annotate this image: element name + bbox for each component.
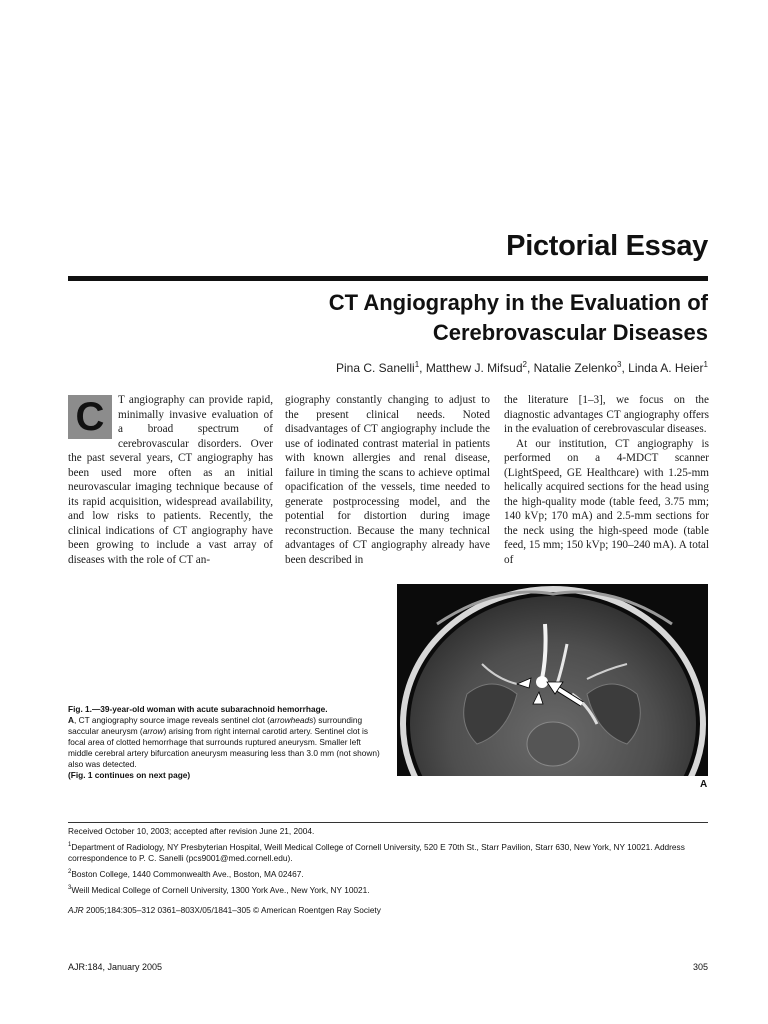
footnote-text: Boston College, 1440 Commonwealth Ave., Boston, MA 02467. [71, 868, 304, 879]
page-footer [68, 962, 708, 972]
caption-fragment: ) arising from right internal carotid artery. Sentinel clot is focal area of clotted hemorrhage that surrounds ruptured aneurysm. Smaller left middle cerebral artery bifurcation aneurysm measuring less than 3.0 mm (not shown) also was detected. [68, 726, 380, 769]
journal-name: AJR [68, 905, 84, 916]
body-text: T angiography can provide rapid, minimally invasive evaluation of a broad spectrum of cerebrovascular disorders. Over the past several years, CT angiography has been used more often as an initial neurovascular imaging technique because of its rapid acquisition, widespread availability, and low risks to patients. Recently, the clinical indications of CT angiography have been growing to include a vast array of diseases with the role of CT an- [68, 394, 273, 566]
author-affiliation: 3 [617, 360, 622, 369]
caption-fragment: , CT angiography source image reveals sentinel clot ( [74, 715, 270, 725]
footnote [68, 840, 713, 864]
author-affiliation: 1 [703, 360, 708, 369]
title-rule [68, 276, 708, 281]
journal-issue: AJR:184, January 2005 [68, 962, 163, 972]
body-column-1 [68, 393, 273, 567]
caption-continuation: (Fig. 1 continues on next page) [68, 770, 191, 780]
citation [68, 905, 713, 916]
body-column-3 [504, 393, 709, 567]
footnote [68, 867, 713, 880]
footnote [68, 883, 713, 896]
author: Natalie Zelenko [533, 361, 618, 375]
author: Pina C. Sanelli [335, 361, 415, 375]
footnote-marker: 3 [68, 884, 72, 891]
figure-caption [68, 704, 386, 781]
footnotes [68, 826, 713, 919]
author-affiliation: 1 [414, 360, 420, 369]
ct-angiography-image [397, 584, 708, 776]
article-title: CT Angiography in the Evaluation of Cerebrovascular Diseases [328, 290, 708, 345]
section-title: Pictorial Essay [506, 230, 708, 262]
body-text: At our institution, CT angiography is performed on a 4-MDCT scanner (LightSpeed, GE Healthcare) with 1.25-mm helically acquired sections for the head using the high-quality mode (table feed, 3.75 mm; 140 kVp; 170 mA) and 2.5-mm sections for the neck using the high-speed mode (table feed, 15 mm; 150 kVp; 190–240 mA). A total of [504, 437, 709, 566]
body-text: giography constantly changing to adjust to the present clinical needs. Noted disadvantages of CT angiography include the use of iodinated contrast material in patients with known allergies and renal disease, failure in timing the scans to achieve optimal opacification of the vessels, time needed to generate postprocessing model, and the potential for distortion during image reconstruction. Because the many technical advantages of CT angiography already have been described in [285, 394, 490, 566]
body-text: the literature [1–3], we focus on the diagnostic advantages CT angiography offers in the evaluation of cerebrovascular diseases. [504, 394, 709, 435]
footnote-text: Department of Radiology, NY Presbyterian Hospital, Weill Medical College of Cornell University, 520 E 70th St., Starr Pavilion, Starr 630, New York, NY 10021. Address correspondence to P. C. Sanelli (pcs9001@med.cornell.edu). [68, 841, 685, 863]
citation-text: 2005;184:305–312 0361–803X/05/1841–305 © American Roentgen Ray Society [83, 905, 381, 916]
author: Matthew J. Mifsud [425, 361, 523, 375]
caption-italic: arrow [142, 726, 164, 736]
page-number: 305 [692, 962, 708, 972]
author-affiliation: 2 [522, 360, 527, 369]
received-dates: Received October 10, 2003; accepted after revision June 21, 2004. [68, 826, 315, 836]
caption-text [68, 715, 386, 770]
caption-panel-letter: A [68, 715, 74, 725]
caption-heading: Fig. 1.—39-year-old woman with acute subarachnoid hemorrhage. [68, 704, 328, 714]
author: Linda A. Heier [628, 361, 704, 375]
footnote-marker: 2 [68, 868, 72, 875]
footnote-marker: 1 [68, 842, 72, 848]
caption-italic: arrowheads [269, 715, 314, 725]
footnote-rule [68, 822, 708, 823]
author-list: Pina C. Sanelli$^1$, Matthew J. Mifsud$^2$, Natalie Zelenko$^3$, Linda A. Heier$^1$ [335, 360, 708, 375]
footnote-text: Weill Medical College of Cornell University, 1300 York Ave., New York, NY 10021. [71, 884, 370, 895]
ct-scan-graphic [397, 584, 708, 776]
body-column-2 [285, 393, 490, 567]
figure-panel-label: A [700, 779, 708, 790]
caption-fragment: ) surrounding saccular aneurysm ( [68, 715, 363, 736]
drop-cap: C [68, 395, 112, 439]
